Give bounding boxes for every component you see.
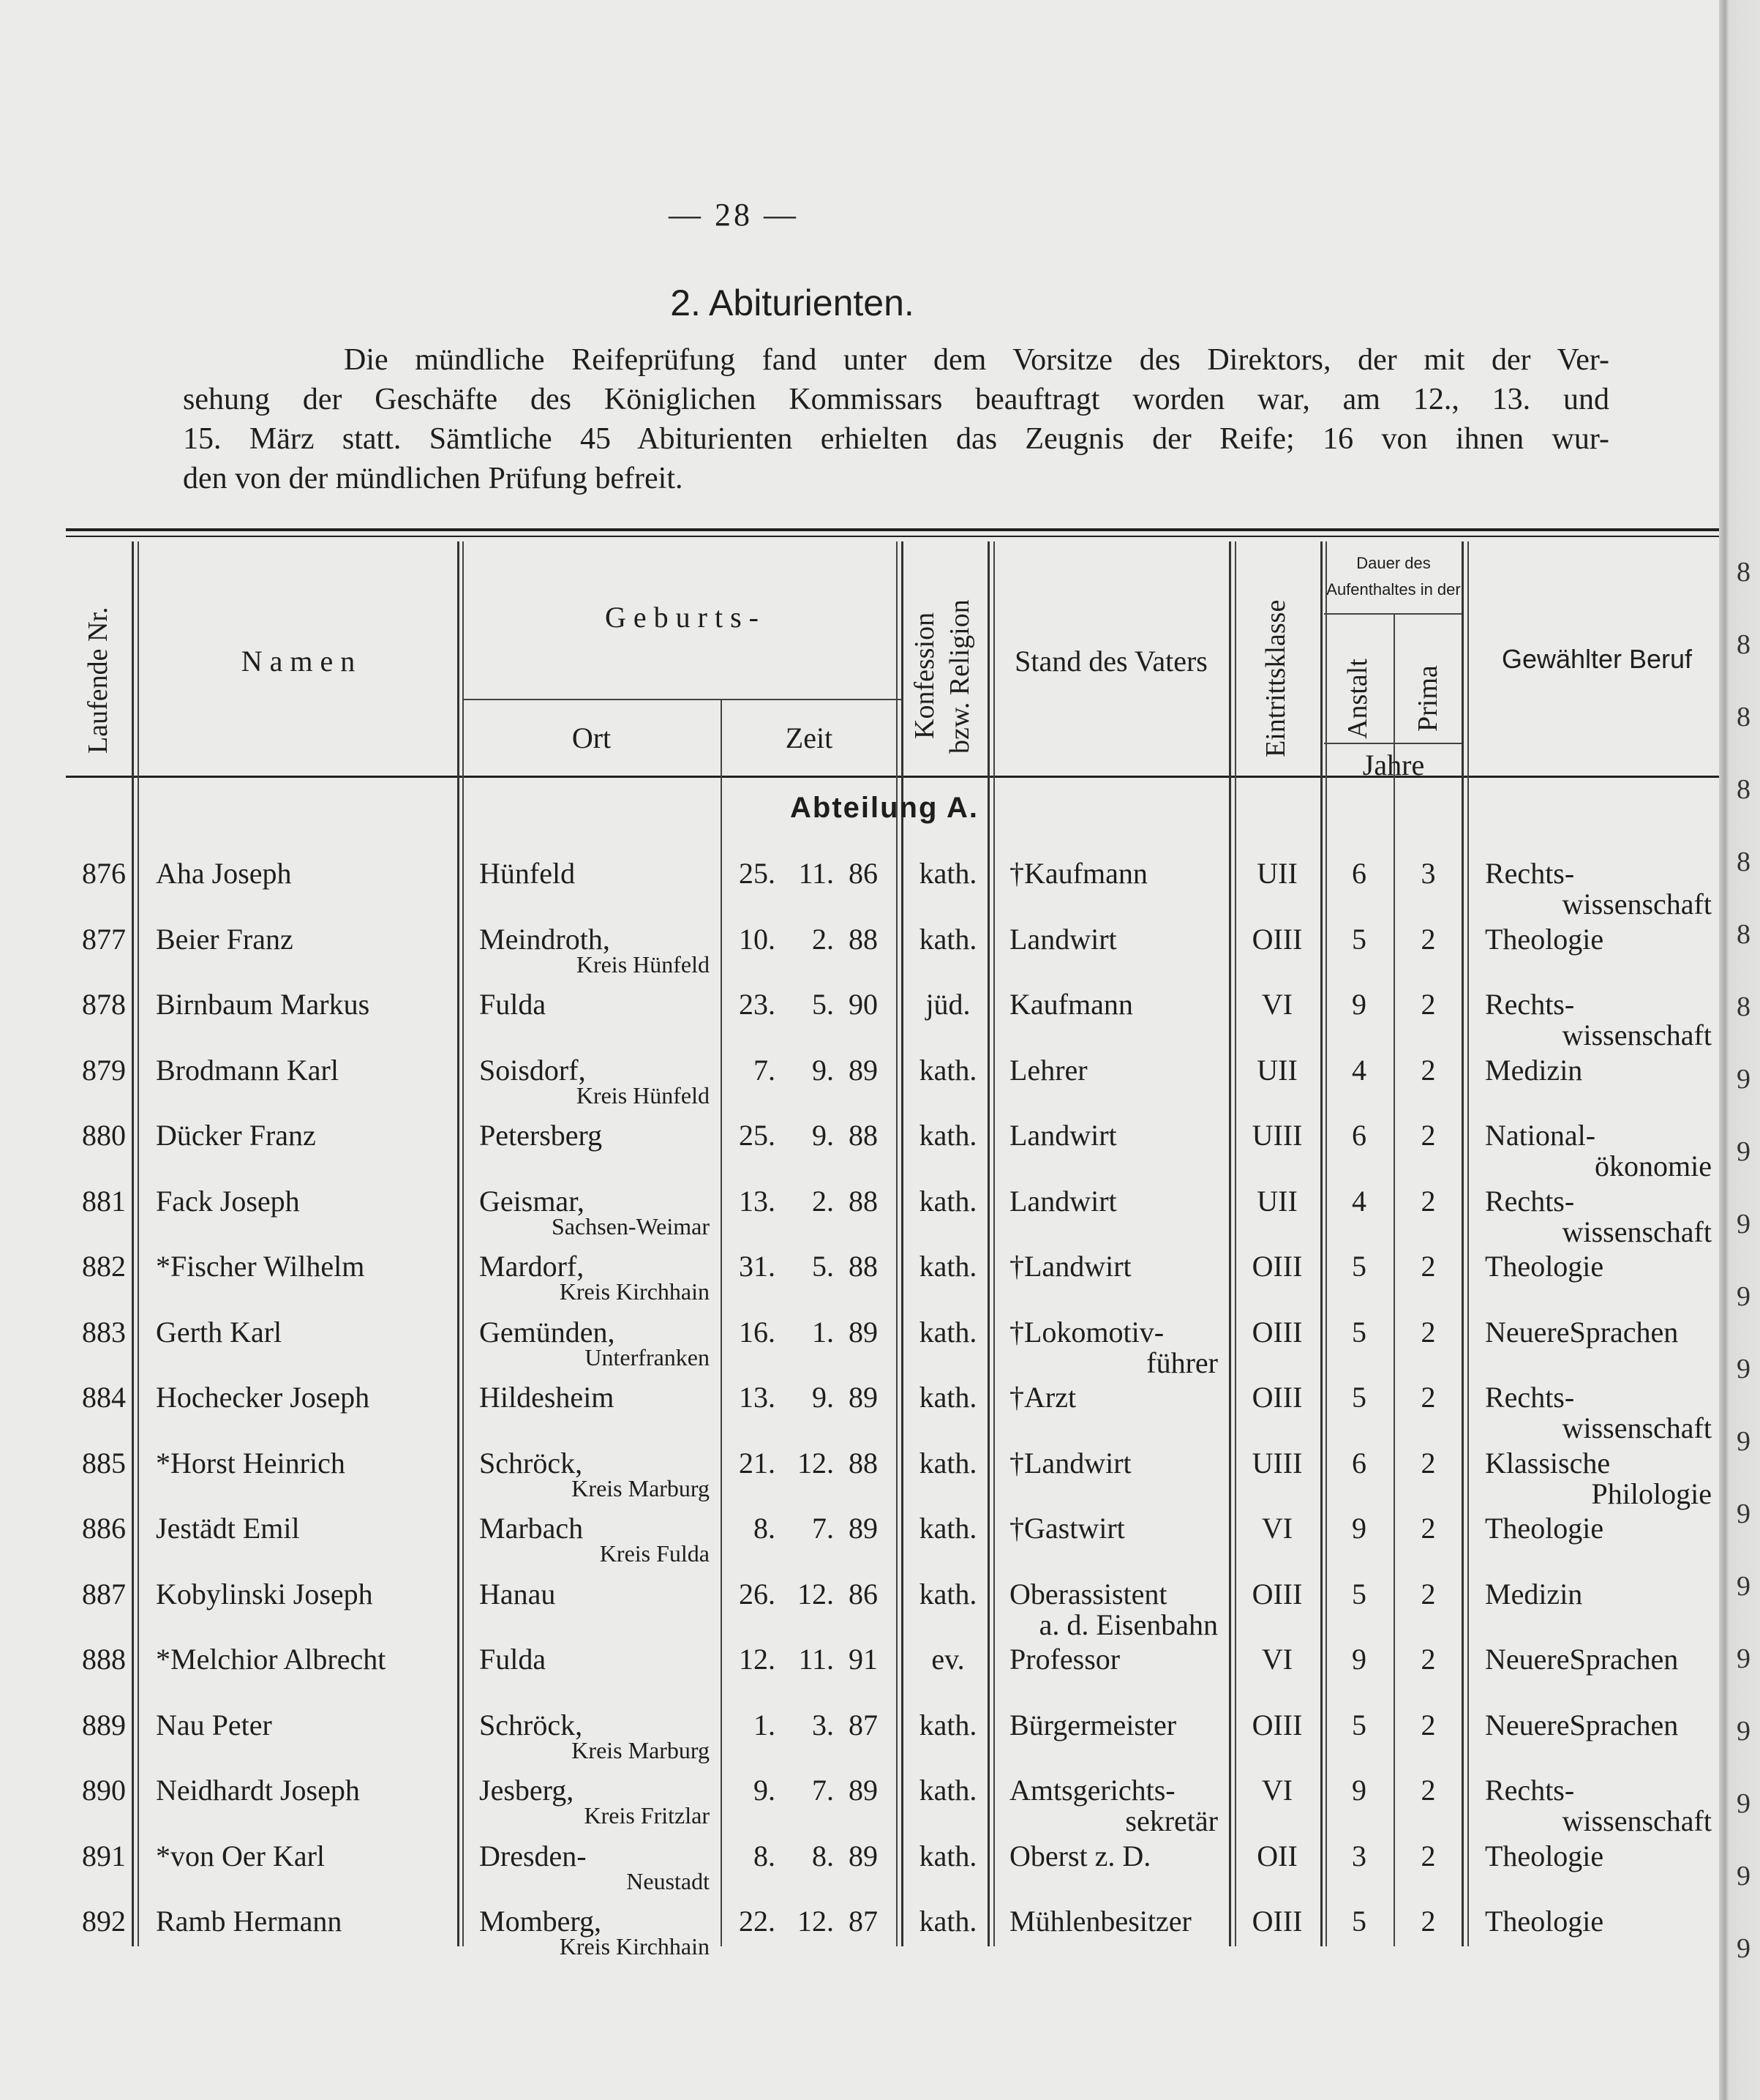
cell-kl: OIII (1252, 1315, 1303, 1349)
cell-konf: kath. (919, 1184, 977, 1218)
cell-nr: 891 (82, 1839, 126, 1872)
cell-stand: Bürgermeister (1009, 1708, 1177, 1741)
cell-beruf: NeuereSprachen (1485, 1315, 1679, 1349)
cell-konf: kath. (919, 1577, 977, 1610)
cell-kl: OIII (1252, 1708, 1303, 1741)
margin-digit: 9 (1737, 1136, 1750, 1167)
header-ort: Ort (571, 721, 612, 754)
cell-a: 9 (1352, 988, 1366, 1021)
cell-ort2: Kreis Marburg (571, 1736, 710, 1763)
cell-stand: †Landwirt (1009, 1250, 1132, 1283)
cell-beruf: Rechts- (1485, 857, 1575, 890)
cell-nr: 888 (82, 1643, 126, 1676)
cell-kl: VI (1261, 1512, 1293, 1545)
cell-d: 10. (739, 922, 775, 956)
cell-p: 2 (1421, 1839, 1436, 1872)
cell-kl: VI (1261, 1774, 1293, 1807)
cell-stand2: führer (1146, 1346, 1218, 1379)
table-row (0, 1642, 1726, 1708)
cell-stand: †Arzt (1009, 1381, 1077, 1414)
cell-beruf: Medizin (1485, 1577, 1583, 1610)
cell-m: 11. (798, 1643, 834, 1676)
table-row (0, 1380, 1726, 1446)
cell-y: 89 (849, 1315, 878, 1349)
cell-konf: kath. (919, 1512, 977, 1545)
cell-y: 89 (849, 1053, 878, 1087)
cell-d: 21. (739, 1446, 775, 1480)
cell-name: Brodmann Karl (156, 1053, 339, 1087)
cell-ort: Schröck, (479, 1446, 583, 1480)
table-row (0, 1053, 1726, 1119)
cell-p: 2 (1421, 1381, 1436, 1414)
cell-nr: 887 (82, 1577, 126, 1610)
cell-p: 2 (1421, 988, 1436, 1021)
cell-a: 6 (1352, 1446, 1366, 1480)
cell-kl: OIII (1252, 1381, 1303, 1414)
cell-y: 89 (849, 1774, 878, 1807)
header-religion: bzw. Religion (944, 599, 975, 754)
cell-ort2: Kreis Kirchhain (559, 1933, 710, 1960)
cell-m: 7. (812, 1512, 834, 1545)
table-row (0, 1577, 1726, 1643)
cell-konf: kath. (919, 1381, 977, 1414)
table-row (0, 1184, 1726, 1250)
margin-digit: 9 (1737, 1788, 1750, 1819)
cell-beruf2: wissenschaft (1562, 1215, 1712, 1248)
cell-stand: Kaufmann (1009, 988, 1133, 1021)
cell-y: 89 (849, 1512, 878, 1545)
cell-kl: OII (1257, 1839, 1298, 1872)
cell-stand: Landwirt (1009, 922, 1117, 956)
margin-digit: 9 (1737, 1716, 1750, 1747)
cell-beruf2: Philologie (1591, 1477, 1712, 1510)
cell-nr: 889 (82, 1708, 126, 1741)
cell-nr: 881 (82, 1184, 126, 1218)
cell-stand: †Kaufmann (1009, 857, 1148, 890)
cell-m: 5. (812, 988, 834, 1021)
cell-ort: Hanau (479, 1577, 556, 1610)
cell-beruf2: ökonomie (1595, 1150, 1712, 1182)
cell-beruf: NeuereSprachen (1485, 1643, 1679, 1676)
cell-nr: 879 (82, 1053, 126, 1087)
cell-ort: Soisdorf, (479, 1053, 586, 1087)
intro-line: Die mündliche Reifeprüfung fand unter dem Vorsitze des Direktors, der mit der Ver- (344, 343, 1609, 377)
cell-y: 89 (849, 1839, 878, 1872)
margin-digit: 9 (1737, 1861, 1750, 1891)
cell-kl: UIII (1252, 1446, 1303, 1480)
cell-ort: Schröck, (479, 1708, 583, 1741)
cell-beruf2: wissenschaft (1562, 888, 1712, 920)
cell-beruf: Theologie (1485, 1839, 1604, 1872)
header-zeit: Zeit (785, 721, 833, 754)
intro-line: 15. März statt. Sämtliche 45 Abiturienten erhielten das Zeugnis der Reife; 16 von ihnen wur- (183, 422, 1609, 456)
cell-y: 88 (849, 1119, 878, 1152)
cell-a: 5 (1352, 1577, 1366, 1610)
cell-y: 88 (849, 1250, 878, 1283)
cell-name: *Melchior Albrecht (156, 1643, 386, 1676)
cell-stand: Landwirt (1009, 1184, 1117, 1218)
cell-y: 87 (849, 1708, 878, 1741)
cell-y: 87 (849, 1905, 878, 1938)
cell-ort2: Sachsen-Weimar (552, 1212, 710, 1240)
cell-ort: Fulda (479, 1643, 546, 1676)
margin-digit: 9 (1737, 1499, 1750, 1529)
cell-d: 1. (753, 1708, 775, 1741)
cell-nr: 886 (82, 1512, 126, 1545)
margin-digit: 8 (1737, 847, 1750, 877)
cell-kl: VI (1261, 988, 1293, 1021)
cell-a: 5 (1352, 1381, 1366, 1414)
cell-kl: UIII (1252, 1119, 1303, 1152)
cell-nr: 882 (82, 1250, 126, 1283)
cell-ort2: Unterfranken (584, 1343, 710, 1370)
cell-p: 2 (1421, 1905, 1436, 1938)
cell-m: 11. (798, 857, 834, 890)
cell-beruf: Theologie (1485, 1250, 1604, 1283)
margin-digit: 9 (1737, 1209, 1750, 1240)
cell-konf: kath. (919, 1315, 977, 1349)
cell-ort: Hildesheim (479, 1381, 614, 1414)
cell-p: 2 (1421, 1184, 1436, 1218)
cell-ort: Fulda (479, 988, 546, 1021)
table-row (0, 1118, 1726, 1184)
cell-p: 2 (1421, 1446, 1436, 1480)
cell-m: 9. (812, 1053, 834, 1087)
cell-name: *Horst Heinrich (156, 1446, 345, 1480)
cell-name: Hochecker Joseph (156, 1381, 370, 1414)
cell-a: 9 (1352, 1774, 1366, 1807)
table-row (0, 1446, 1726, 1512)
cell-a: 5 (1352, 1315, 1366, 1349)
header-anstalt: Anstalt (1342, 659, 1373, 739)
cell-a: 9 (1352, 1512, 1366, 1545)
cell-nr: 876 (82, 857, 126, 890)
cell-kl: UII (1257, 857, 1298, 890)
cell-p: 2 (1421, 1053, 1436, 1087)
cell-beruf: Theologie (1485, 922, 1604, 956)
cell-name: Dücker Franz (156, 1119, 316, 1152)
table-row (0, 987, 1726, 1053)
cell-d: 25. (739, 857, 775, 890)
table-top-rule-thin (66, 536, 1726, 537)
cell-ort: Jesberg, (479, 1774, 574, 1807)
header-jahre: Jahre (1362, 749, 1425, 781)
cell-konf: kath. (919, 922, 977, 956)
cell-a: 5 (1352, 1708, 1366, 1741)
cell-ort: Meindroth, (479, 922, 610, 956)
cell-ort2: Kreis Marburg (571, 1474, 710, 1501)
cell-stand: Oberst z. D. (1009, 1839, 1151, 1872)
cell-konf: kath. (919, 1839, 977, 1872)
cell-m: 9. (812, 1381, 834, 1414)
cell-a: 5 (1352, 922, 1366, 956)
cell-kl: UII (1257, 1184, 1298, 1218)
cell-nr: 890 (82, 1774, 126, 1807)
cell-nr: 877 (82, 922, 126, 956)
geburts-divider (462, 699, 901, 700)
section-label: Abteilung A. (790, 792, 979, 824)
cell-a: 4 (1352, 1184, 1366, 1218)
cell-konf: kath. (919, 1708, 977, 1741)
cell-a: 5 (1352, 1905, 1366, 1938)
cell-beruf: Klassische (1485, 1446, 1611, 1480)
cell-m: 12. (797, 1446, 834, 1480)
header-prima: Prima (1413, 665, 1443, 732)
cell-m: 8. (812, 1839, 834, 1872)
cell-beruf2: wissenschaft (1562, 1411, 1712, 1444)
cell-beruf: Theologie (1485, 1512, 1604, 1545)
cell-y: 88 (849, 1446, 878, 1480)
header-dauer: Dauer des Aufenthaltes in der (1326, 554, 1461, 599)
cell-p: 2 (1421, 922, 1436, 956)
cell-stand: Amtsgerichts- (1009, 1774, 1176, 1807)
table-row (0, 1904, 1726, 1970)
cell-beruf2: wissenschaft (1562, 1019, 1712, 1051)
margin-digit: 8 (1737, 557, 1750, 588)
cell-m: 7. (812, 1774, 834, 1807)
table-row (0, 922, 1726, 988)
margin-digit: 9 (1737, 1933, 1750, 1964)
cell-kl: VI (1261, 1643, 1293, 1676)
table-top-rule (66, 528, 1726, 531)
cell-p: 3 (1421, 857, 1436, 890)
cell-beruf: Medizin (1485, 1053, 1583, 1087)
cell-d: 23. (739, 988, 775, 1021)
cell-p: 2 (1421, 1708, 1436, 1741)
cell-d: 16. (739, 1315, 775, 1349)
cell-ort: Geismar, (479, 1184, 584, 1218)
table-row (0, 1249, 1726, 1315)
cell-ort: Mardorf, (479, 1250, 584, 1283)
table-row (0, 1773, 1726, 1839)
cell-konf: kath. (919, 857, 977, 890)
header-konfession: Konfession (909, 612, 940, 739)
header-lfd-nr: Laufende Nr. (83, 607, 113, 754)
cell-y: 86 (849, 1577, 878, 1610)
cell-konf: ev. (931, 1643, 965, 1676)
cell-y: 89 (849, 1381, 878, 1414)
cell-ort2: Neustadt (626, 1867, 710, 1894)
margin-digit: 9 (1737, 1064, 1750, 1095)
cell-d: 8. (753, 1512, 775, 1545)
adjacent-page-edge (1719, 0, 1760, 2100)
cell-stand: Professor (1009, 1643, 1121, 1676)
cell-kl: OIII (1252, 1250, 1303, 1283)
cell-kl: OIII (1252, 922, 1303, 956)
cell-nr: 885 (82, 1446, 126, 1480)
cell-name: Fack Joseph (156, 1184, 300, 1218)
cell-kl: UII (1257, 1053, 1298, 1087)
cell-kl: OIII (1252, 1577, 1303, 1610)
cell-y: 86 (849, 857, 878, 890)
cell-ort2: Kreis Fulda (599, 1540, 710, 1567)
margin-digit: 8 (1737, 702, 1750, 732)
cell-d: 22. (739, 1905, 775, 1938)
header-geburts: G e b u r t s - (605, 601, 759, 634)
cell-ort: Gemünden, (479, 1315, 615, 1349)
cell-name: Birnbaum Markus (156, 988, 370, 1021)
table-row (0, 1839, 1726, 1905)
cell-y: 88 (849, 922, 878, 956)
section-title: 2. Abiturienten. (670, 282, 914, 323)
cell-p: 2 (1421, 1577, 1436, 1610)
cell-ort2: Kreis Kirchhain (559, 1278, 710, 1305)
cell-a: 6 (1352, 1119, 1366, 1152)
table-row (0, 1511, 1726, 1577)
cell-nr: 883 (82, 1315, 126, 1349)
cell-d: 26. (739, 1577, 775, 1610)
cell-d: 25. (739, 1119, 775, 1152)
margin-digit: 8 (1737, 919, 1750, 950)
cell-p: 2 (1421, 1643, 1436, 1676)
margin-digit: 8 (1737, 629, 1750, 660)
cell-m: 5. (812, 1250, 834, 1283)
cell-y: 90 (849, 988, 878, 1021)
cell-konf: kath. (919, 1250, 977, 1283)
cell-m: 12. (797, 1577, 834, 1610)
cell-konf: kath. (919, 1905, 977, 1938)
cell-p: 2 (1421, 1250, 1436, 1283)
cell-name: Gerth Karl (156, 1315, 282, 1349)
cell-konf: jüd. (925, 988, 971, 1021)
cell-stand: †Lokomotiv- (1009, 1315, 1165, 1349)
cell-kl: OIII (1252, 1905, 1303, 1938)
cell-y: 91 (849, 1643, 878, 1676)
margin-digit: 8 (1737, 774, 1750, 805)
margin-digit: 8 (1737, 991, 1750, 1022)
cell-beruf2: wissenschaft (1562, 1804, 1712, 1837)
cell-a: 9 (1352, 1643, 1366, 1676)
header-beruf: Gewählter Beruf (1501, 644, 1693, 674)
cell-d: 9. (753, 1774, 775, 1807)
cell-name: Kobylinski Joseph (156, 1577, 373, 1610)
margin-digit: 9 (1737, 1281, 1750, 1312)
cell-p: 2 (1421, 1119, 1436, 1152)
cell-a: 5 (1352, 1250, 1366, 1283)
cell-name: Nau Peter (156, 1708, 272, 1741)
cell-m: 2. (812, 922, 834, 956)
cell-nr: 880 (82, 1119, 126, 1152)
cell-p: 2 (1421, 1774, 1436, 1807)
cell-d: 31. (739, 1250, 775, 1283)
cell-beruf: NeuereSprachen (1485, 1708, 1679, 1741)
cell-konf: kath. (919, 1774, 977, 1807)
table-row (0, 1315, 1726, 1381)
cell-stand: Mühlenbesitzer (1009, 1905, 1192, 1938)
margin-digit: 9 (1737, 1426, 1750, 1457)
cell-nr: 878 (82, 988, 126, 1021)
cell-y: 88 (849, 1184, 878, 1218)
intro-paragraph (183, 340, 1609, 498)
header-namen: N a m e n (241, 645, 356, 678)
cell-stand: Landwirt (1009, 1119, 1117, 1152)
cell-beruf: Rechts- (1485, 1774, 1575, 1807)
cell-beruf: Rechts- (1485, 1184, 1575, 1218)
cell-stand: †Gastwirt (1009, 1512, 1125, 1545)
cell-d: 7. (753, 1053, 775, 1087)
cell-nr: 884 (82, 1381, 126, 1414)
cell-ort2: Kreis Fritzlar (584, 1802, 710, 1829)
cell-name: Beier Franz (156, 922, 293, 956)
margin-digit: 9 (1737, 1643, 1750, 1674)
cell-konf: kath. (919, 1053, 977, 1087)
cell-nr: 892 (82, 1905, 126, 1938)
cell-beruf: National- (1485, 1119, 1596, 1152)
table-row (0, 1708, 1726, 1774)
cell-m: 2. (812, 1184, 834, 1218)
cell-name: Neidhardt Joseph (156, 1774, 360, 1807)
cell-d: 12. (739, 1643, 775, 1676)
cell-name: Aha Joseph (156, 857, 292, 890)
cell-ort: Petersberg (479, 1119, 603, 1152)
cell-a: 6 (1352, 857, 1366, 890)
cell-konf: kath. (919, 1119, 977, 1152)
cell-d: 8. (753, 1839, 775, 1872)
cell-ort2: Kreis Hünfeld (576, 950, 710, 978)
cell-m: 9. (812, 1119, 834, 1152)
page-number: — 28 — (669, 197, 799, 233)
margin-digit: 9 (1737, 1354, 1750, 1384)
margin-digit: 9 (1737, 1571, 1750, 1602)
cell-beruf: Theologie (1485, 1905, 1604, 1938)
cell-ort: Hünfeld (479, 857, 576, 890)
cell-stand: Lehrer (1009, 1053, 1088, 1087)
cell-stand2: sekretär (1125, 1804, 1218, 1837)
cell-p: 2 (1421, 1512, 1436, 1545)
cell-m: 3. (812, 1708, 834, 1741)
header-eintritt: Eintrittsklasse (1260, 599, 1291, 757)
cell-ort: Marbach (479, 1512, 584, 1545)
cell-stand2: a. d. Eisenbahn (1039, 1608, 1218, 1641)
cell-ort: Dresden- (479, 1839, 587, 1872)
cell-d: 13. (739, 1381, 775, 1414)
cell-stand: Oberassistent (1009, 1577, 1167, 1610)
cell-beruf: Rechts- (1485, 988, 1575, 1021)
table-row (0, 856, 1726, 922)
cell-name: Ramb Hermann (156, 1905, 342, 1938)
cell-name: *von Oer Karl (156, 1839, 326, 1872)
cell-m: 1. (812, 1315, 834, 1349)
cell-ort: Momberg, (479, 1905, 602, 1938)
cell-konf: kath. (919, 1446, 977, 1480)
cell-name: *Fischer Wilhelm (156, 1250, 365, 1283)
cell-d: 13. (739, 1184, 775, 1218)
intro-line: sehung der Geschäfte des Königlichen Kommissars beauftragt worden war, am 12., 13. und (183, 383, 1609, 416)
header-stand: Stand des Vaters (1015, 645, 1208, 678)
cell-a: 3 (1352, 1839, 1366, 1872)
intro-line: den von der mündlichen Prüfung befreit. (183, 462, 683, 495)
cell-ort2: Kreis Hünfeld (576, 1081, 710, 1109)
cell-a: 4 (1352, 1053, 1366, 1087)
cell-stand: †Landwirt (1009, 1446, 1132, 1480)
cell-m: 12. (797, 1905, 834, 1938)
cell-name: Jestädt Emil (156, 1512, 300, 1545)
cell-p: 2 (1421, 1315, 1436, 1349)
cell-beruf: Rechts- (1485, 1381, 1575, 1414)
